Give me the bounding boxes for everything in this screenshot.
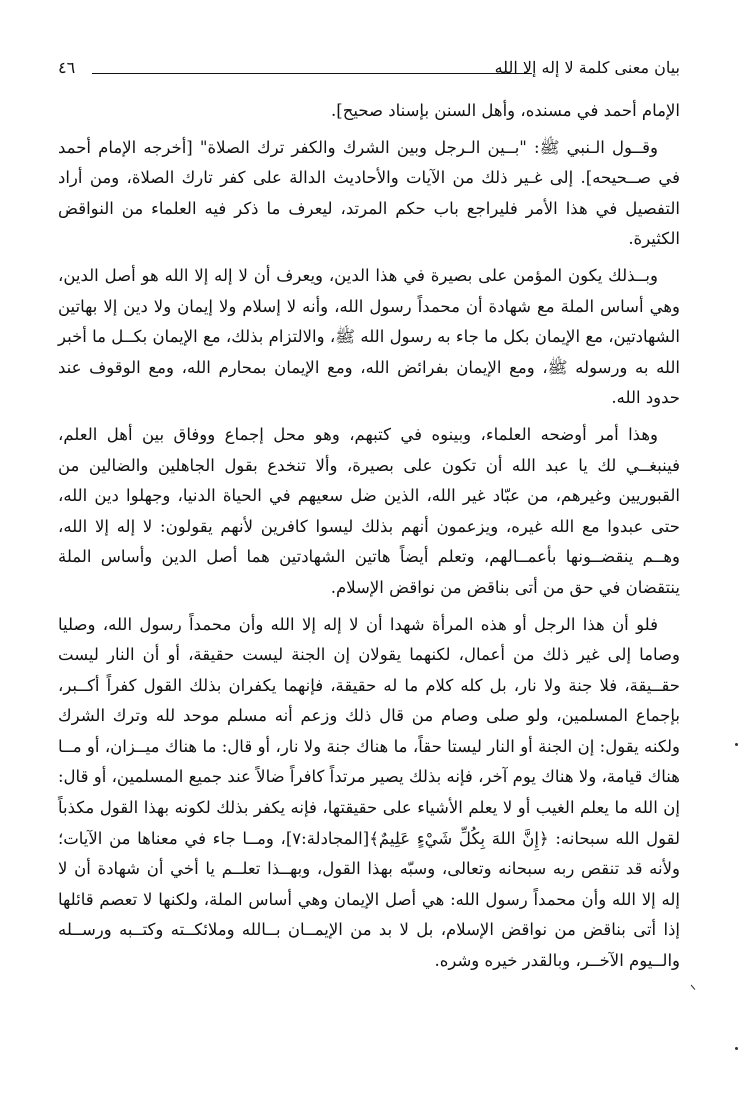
page-number: ٤٦: [58, 58, 76, 77]
margin-dot: [735, 743, 738, 746]
page-header: [58, 56, 680, 86]
running-title: بيان معنى كلمة لا إله إلا الله: [494, 58, 680, 77]
body-text: [58, 96, 680, 983]
paragraph: وهذا أمر أوضحه العلماء، وبينوه في كتبهم، وهو محل إجماع ووفاق بين أهل العلم، فينبغــي لك يا عبد الله أن تكون على بصيرة، وألا تنخدع بقول الجاهلين والضالين من القبوريين وغيرهم، من عبّاد غير الله، الذين ضل سعيهم في الحياة الدنيا، وجهلوا دين الله، حتى عبدوا مع الله غيره، ويزعمون أنهم بذلك ليسوا كافرين لأنهم يقولون: لا إله إلا الله، وهــم ينقضــونها بأعمــالهم، وتعلم أيضاً هاتين الشهادتين هما أصل الدين وأساس الملة ينتقضان في حق من أتى بناقض من نواقض الإسلام.: [58, 424, 680, 597]
paragraph: وبــذلك يكون المؤمن على بصيرة في هذا الدين، ويعرف أن لا إله إلا الله هو أصل الدين، وهي أساس الملة مع شهادة أن محمداً رسول الله، وأنه لا إسلام ولا إيمان ولا دين إلا بهاتين الشهادتين، مع الإيمان بكل ما جاء به رسول الله ﷺ، والالتزام بذلك، مع الإيمان بكــل ما أخبر الله به ورسوله ﷺ، ومع الإيمان بفرائض الله، ومع الإيمان بمحارم الله، ومع الوقوف عند حدود الله.: [58, 265, 680, 408]
margin-dot: [735, 1047, 738, 1050]
header-rule: [92, 73, 532, 74]
margin-mark: [691, 982, 699, 990]
paragraph: وقــول الـنبي ﷺ: "بــين الـرجل وبين الشرك والكفر ترك الصلاة" [أخرجه الإمام أحمد في صــحيحه]. إلى غـير ذلك من الآيات والأحاديث الدالة على كفر تارك الصلاة، ومن أراد التفصيل في هذا الأمر فليراجع باب حكم المرتد، ليعرف ما ذكر فيه العلماء من النواقض الكثيرة.: [58, 137, 680, 249]
paragraph: فلو أن هذا الرجل أو هذه المرأة شهدا أن لا إله إلا الله وأن محمداً رسول الله، وصليا وصاما إلى غير ذلك من أعمال، لكنهما يقولان إن الجنة ليست حقيقة، أو أن النار ليست حقــيقة، فلا جنة ولا نار، بل كله كلام ما له حقيقة، فإنهما يكفران بذلك القول كفراً أكــبر، بإجماع المسلمين، ولو صلى وصام من قال ذلك وزعم أنه مسلم موحد لله وترك الشرك ولكنه يقول: إن الجنة أو النار ليستا حقاً، ما هناك جنة ولا نار، أو قال: ما هناك ميــزان، أو مــا هناك قيامة، ولا هناك يوم آخر، فإنه بذلك يصير مرتداً كافراً ضالاً عند جميع المسلمين، أو قال: إن الله ما يعلم الغيب أو لا يعلم الأشياء على حقيقتها، فإنه يكفر بذلك لكونه بهذا القول مكذباً لقول الله سبحانه: ﴿إِنَّ اللهَ بِكُلِّ شَيْءٍ عَلِيمٌ﴾[المجادلة:٧]، ومــا جاء في معناها من الآيات؛ ولأنه قد تنقص ربه سبحانه وتعالى، وسبّه بهذا القول، وبهــذا تعلــم يا أخي أن شهادة أن لا إله إلا الله وأن محمداً رسول الله: هي أصل الإيمان وهي أساس الملة، ولكنها لا تعصم قائلها إذا أتى بناقض من نواقض الإسلام، بل لا بد من الإيمــان بــالله وملائكــته وكتــبه ورســله والــيوم الآخــر، وبالقدر خيره وشره.: [58, 614, 680, 971]
paragraph: الإمام أحمد في مسنده، وأهل السنن بإسناد صحيح].: [331, 101, 680, 120]
